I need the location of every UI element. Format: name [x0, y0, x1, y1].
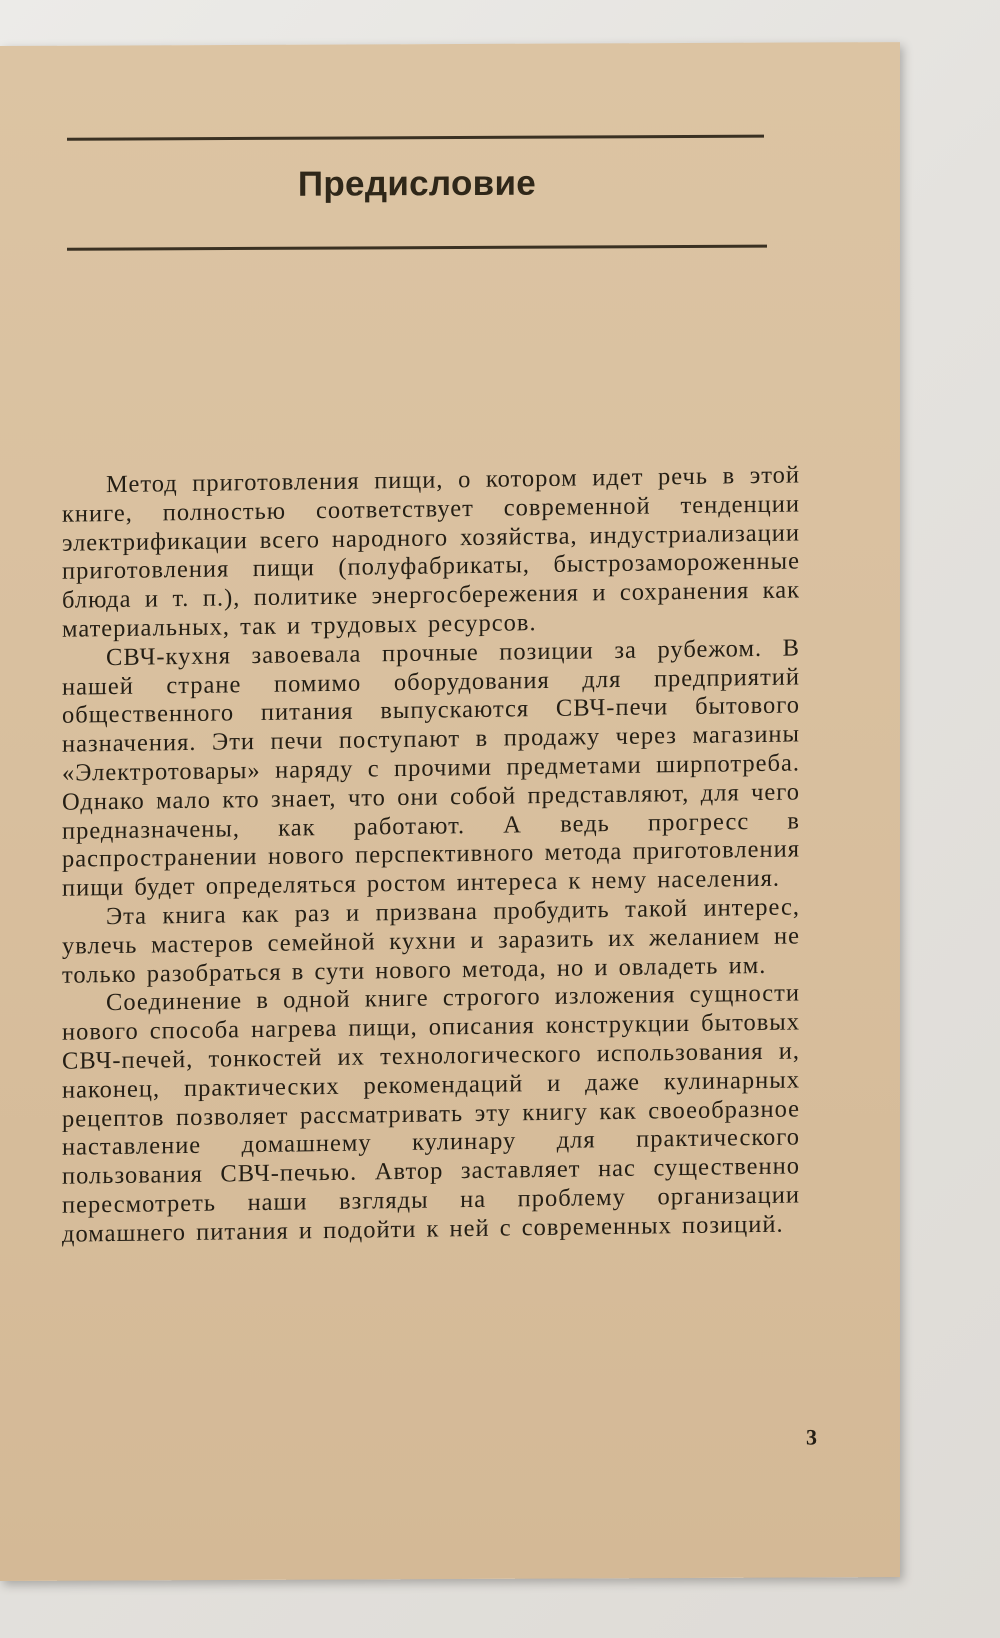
book-page: [0, 42, 900, 1581]
preface-text: [62, 461, 800, 1249]
paragraph-3: Эта книга как раз и призвана пробудить такой интерес, увлечь мастеров семейной кухни и заразить их желанием не только разобраться в сути нового метода, но и овладеть им.: [62, 893, 800, 989]
paragraph-2: СВЧ-кухня завоевала прочные позиции за рубежом. В нашей стране помимо оборудования для предприятий общественного питания выпускаются СВЧ-печи бытового назначения. Эти печи поступают в продажу через магазины «Электротовары» наряду с прочими предметами ширпотреба. Однако мало кто знает, что они собой представляют, для чего предназначены, как работают. А ведь прогресс в распространении нового перспективного метода приготовления пищи будет определяться ростом интереса к нему населения.: [62, 634, 800, 902]
top-rule: [67, 135, 764, 141]
page-number: 3: [806, 1424, 817, 1450]
page-heading: Предисловие: [297, 163, 537, 204]
paragraph-1: Метод приготовления пищи, о котором идет речь в этой книге, полностью соответствует современной тенденции электрификации всего народного хозяйства, индустриализации приготовления пищи (полуфабрикаты, быстрозамороженные блюда и т. п.), политике энергосбережения и сохранения как материальных, так и трудовых ресурсов.: [62, 461, 800, 643]
paragraph-4: Соединение в одной книге строгого изложения сущности нового способа нагрева пищи, описания конструкции бытовых СВЧ-печей, тонкостей их технологического использования и, наконец, практических рекомендаций и даже кулинарных рецептов позволяет рассматривать эту книгу как своеобразное наставление домашнему кулинару для практического пользования СВЧ-печью. Автор заставляет нас существенно пересмотреть наши взгляды на проблему организации домашнего питания и подойти к ней с современных позиций.: [62, 979, 800, 1248]
bottom-rule: [67, 245, 767, 251]
